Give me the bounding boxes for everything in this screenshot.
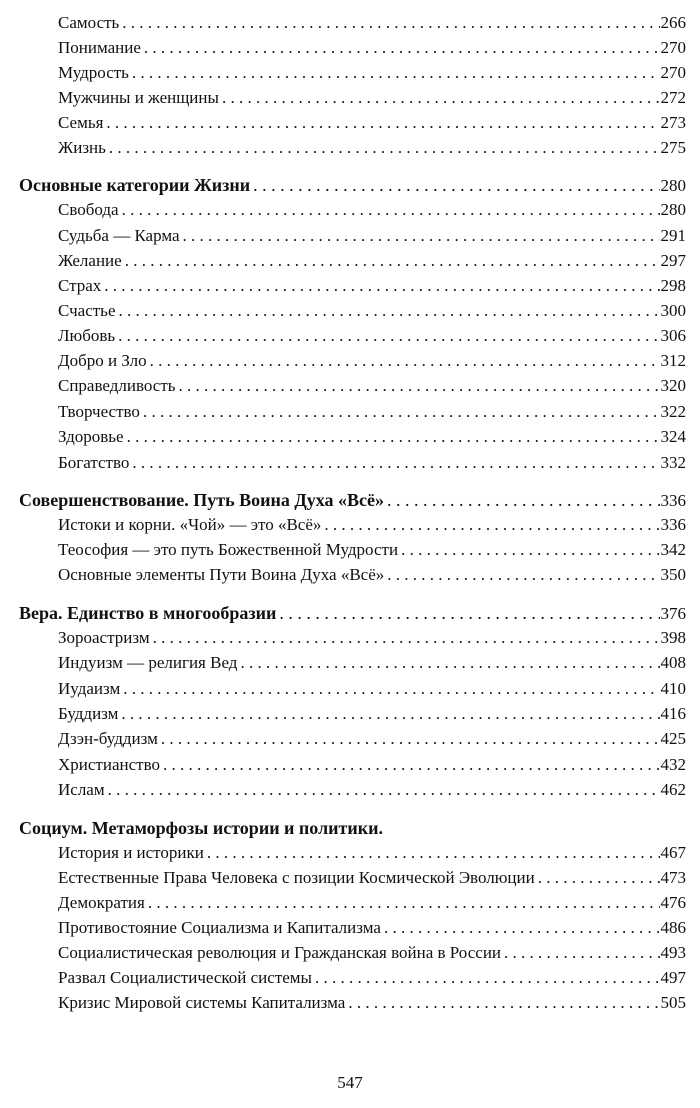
toc-entry-title: Иудаизм <box>58 679 121 698</box>
toc-entry-title: Христианство <box>58 755 160 774</box>
toc-entry-page: 280 <box>660 200 686 219</box>
toc-entry-title: Буддизм <box>58 704 119 723</box>
toc-entry <box>58 653 686 677</box>
toc-entry-title: Любовь <box>58 326 116 345</box>
toc-entry-title: Страх <box>58 276 102 295</box>
dot-leader <box>163 755 660 775</box>
dot-leader <box>183 226 660 246</box>
toc-entry <box>58 88 686 112</box>
toc-entry-page: 324 <box>660 427 686 446</box>
toc-entry <box>58 943 686 967</box>
toc-entry <box>58 113 686 137</box>
toc-entry <box>58 540 686 564</box>
toc-entry-title: Развал Социалистической системы <box>58 968 312 987</box>
dot-leader <box>109 138 660 158</box>
toc-entry <box>58 565 686 589</box>
toc-entry <box>58 515 686 539</box>
dot-leader <box>106 113 659 133</box>
dot-leader <box>315 968 660 988</box>
toc-entry-title: Желание <box>58 251 122 270</box>
dot-leader <box>384 918 660 938</box>
toc-entry-title: Естественные Права Человека с позиции Космической Эволюции <box>58 868 535 887</box>
toc-entry-page: 280 <box>660 176 686 195</box>
toc-entry-page: 300 <box>660 301 686 320</box>
dot-leader <box>324 515 659 535</box>
toc-entry-title: Мудрость <box>58 63 129 82</box>
toc-entry-title: Здоровье <box>58 427 124 446</box>
toc-entry-page: 476 <box>660 893 686 912</box>
dot-leader <box>387 490 659 511</box>
toc-entry <box>58 755 686 779</box>
toc-entry-page: 462 <box>660 780 686 799</box>
toc-entry-title: Понимание <box>58 38 141 57</box>
toc-entry-page: 432 <box>660 755 686 774</box>
toc-entry-page: 497 <box>660 968 686 987</box>
toc-entry-title: Основные категории Жизни <box>19 175 251 195</box>
toc-section-heading <box>19 490 686 516</box>
toc-entry <box>58 351 686 375</box>
dot-leader <box>122 200 660 220</box>
toc-entry-title: Жизнь <box>58 138 106 157</box>
toc-entry-page: 273 <box>660 113 686 132</box>
toc-entry-page: 398 <box>660 628 686 647</box>
toc-entry-page: 332 <box>660 453 686 472</box>
toc-entry <box>58 780 686 804</box>
dot-leader <box>222 88 660 108</box>
toc-entry-page: 376 <box>660 604 686 623</box>
toc-entry-page: 473 <box>660 868 686 887</box>
toc-entry-title: Свобода <box>58 200 119 219</box>
toc-entry-title: Дзэн-буддизм <box>58 729 158 748</box>
toc-entry-title: Основные элементы Пути Воина Духа «Всё» <box>58 565 385 584</box>
toc-entry-page: 342 <box>660 540 686 559</box>
toc-entry <box>58 453 686 477</box>
toc-entry <box>58 138 686 162</box>
dot-leader <box>125 251 660 271</box>
toc-entry-page: 266 <box>660 13 686 32</box>
toc-entry-page: 486 <box>660 918 686 937</box>
dot-leader <box>122 13 659 33</box>
dot-leader <box>132 63 660 83</box>
dot-leader <box>279 603 659 624</box>
toc-entry-title: Социалистическая революция и Гражданская война в России <box>58 943 502 962</box>
toc-entry-title: Индуизм — религия Вед <box>58 653 238 672</box>
toc-entry <box>58 251 686 275</box>
toc-entry <box>58 729 686 753</box>
toc-entry-title: Социум. Метаморфозы истории и политики. <box>19 818 383 838</box>
toc-entry-page: 291 <box>660 226 686 245</box>
toc-entry-title: Противостояние Социализма и Капитализма <box>58 918 381 937</box>
dot-leader <box>144 38 660 58</box>
toc-entry-title: Совершенствование. Путь Воина Духа «Всё» <box>19 490 385 510</box>
toc-entry-title: Справедливость <box>58 376 176 395</box>
toc-entry <box>58 704 686 728</box>
toc-entry <box>58 868 686 892</box>
toc-entry-page: 408 <box>660 653 686 672</box>
dot-leader <box>504 943 659 963</box>
toc-entry-page: 493 <box>660 943 686 962</box>
toc-entry-page: 336 <box>660 491 686 510</box>
toc-entry <box>58 402 686 426</box>
toc-entry <box>58 679 686 703</box>
toc-entry-title: Семья <box>58 113 104 132</box>
toc-entry-title: Творчество <box>58 402 140 421</box>
toc-entry <box>58 376 686 400</box>
toc-entry <box>58 326 686 350</box>
dot-leader <box>118 301 659 321</box>
dot-leader <box>108 780 660 800</box>
toc-entry-title: Самость <box>58 13 120 32</box>
toc-entry-page: 312 <box>660 351 686 370</box>
toc-entry-page: 350 <box>660 565 686 584</box>
toc-entry-title: Богатство <box>58 453 130 472</box>
toc-entry-page: 336 <box>660 515 686 534</box>
dot-leader <box>132 453 659 473</box>
toc-entry <box>58 276 686 300</box>
dot-leader <box>123 679 659 699</box>
toc-entry-page: 306 <box>660 326 686 345</box>
toc-entry-page: 272 <box>660 88 686 107</box>
toc-entry-page: 467 <box>660 843 686 862</box>
toc-entry-title: Мужчины и женщины <box>58 88 219 107</box>
toc-entry-title: Истоки и корни. «Чой» — это «Всё» <box>58 515 322 534</box>
dot-leader <box>104 276 659 296</box>
toc-entry <box>58 893 686 917</box>
toc-entry <box>58 427 686 451</box>
toc-entry-title: Демократия <box>58 893 145 912</box>
toc-entry-page: 505 <box>660 993 686 1012</box>
dot-leader <box>387 565 659 585</box>
toc-entry <box>58 226 686 250</box>
toc-section-heading <box>19 175 686 201</box>
toc-entry-title: Теософия — это путь Божественной Мудрости <box>58 540 399 559</box>
toc-entry-title: Ислам <box>58 780 105 799</box>
dot-leader <box>401 540 659 560</box>
dot-leader <box>161 729 660 749</box>
toc-entry-page: 270 <box>660 38 686 57</box>
toc-entry-title: Добро и Зло <box>58 351 147 370</box>
toc-entry <box>58 993 686 1017</box>
toc-entry <box>58 968 686 992</box>
toc-entry <box>58 628 686 652</box>
toc-entry <box>58 13 686 37</box>
toc-entry-title: История и историки <box>58 843 204 862</box>
toc-entry-page: 425 <box>660 729 686 748</box>
toc-entry-page: 298 <box>660 276 686 295</box>
dot-leader <box>121 704 659 724</box>
dot-leader <box>240 653 659 673</box>
toc-entry-page: 410 <box>660 679 686 698</box>
toc-entry-page: 322 <box>660 402 686 421</box>
dot-leader <box>143 402 660 422</box>
toc-entry-page: 416 <box>660 704 686 723</box>
toc-entry-title: Счастье <box>58 301 116 320</box>
toc-section-heading <box>19 818 686 844</box>
toc-entry <box>58 301 686 325</box>
toc-entry-page: 275 <box>660 138 686 157</box>
toc-entry-page: 297 <box>660 251 686 270</box>
toc-entry <box>58 200 686 224</box>
toc-entry-page: 270 <box>660 63 686 82</box>
toc-entry-title: Кризис Мировой системы Капитализма <box>58 993 346 1012</box>
toc-entry-title: Зороастризм <box>58 628 150 647</box>
toc-entry-title: Судьба — Карма <box>58 226 180 245</box>
toc-entry-title: Вера. Единство в многообразии <box>19 603 277 623</box>
dot-leader <box>348 993 659 1013</box>
dot-leader <box>127 427 660 447</box>
dot-leader <box>153 628 660 648</box>
toc-entry-page: 320 <box>660 376 686 395</box>
dot-leader <box>150 351 660 371</box>
dot-leader <box>148 893 660 913</box>
dot-leader <box>207 843 660 863</box>
dot-leader <box>538 868 660 888</box>
page-number: 547 <box>337 1073 363 1092</box>
dot-leader <box>253 175 659 196</box>
toc-entry <box>58 63 686 87</box>
toc-entry <box>58 38 686 62</box>
toc-section-heading <box>19 603 686 629</box>
toc-entry <box>58 843 686 867</box>
dot-leader <box>118 326 659 346</box>
toc-entry <box>58 918 686 942</box>
dot-leader <box>179 376 660 396</box>
